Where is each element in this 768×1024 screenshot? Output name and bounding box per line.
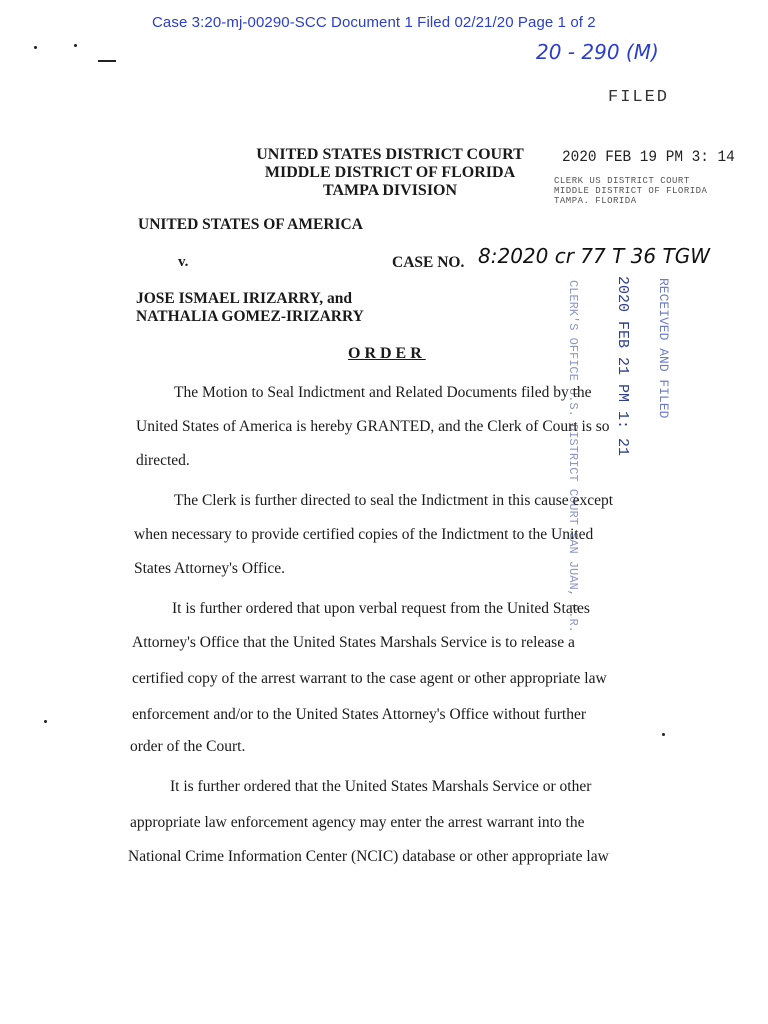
body-line: when necessary to provide certified copies of the Indictment to the United [134,526,594,543]
scan-mark [44,720,47,723]
filed-stamp: FILED [608,88,670,107]
body-line: enforcement and/or to the United States Attorney's Office without further [132,706,587,723]
body-line: Attorney's Office that the United States Marshals Service is to release a [132,634,575,651]
body-line: States Attorney's Office. [134,560,286,577]
handwritten-case-number: 20 - 290 (M) [536,40,659,64]
received-filed-vertical-stamp: RECEIVED AND FILED [656,278,671,419]
body-line: It is further ordered that upon verbal request from the United States [172,600,590,617]
defendant-name: NATHALIA GOMEZ-IRIZARRY [136,308,364,325]
body-line: certified copy of the arrest warrant to the case agent or other appropriate law [132,670,607,687]
clerk-stamp: CLERK US DISTRICT COURT MIDDLE DISTRICT OF FLORIDA TAMPA. FLORIDA [554,176,708,206]
scan-mark [662,733,665,736]
court-division: TAMPA DIVISION [322,182,458,199]
handwritten-case-number-field: 8:2020 cr 77 T 36 TGW [478,244,710,268]
body-line: order of the Court. [130,738,246,755]
date-received-stamp: 2020 FEB 19 PM 3: 14 [562,148,735,166]
body-line: It is further ordered that the United States Marshals Service or other [170,778,592,795]
body-line: appropriate law enforcement agency may enter the arrest warrant into the [130,814,585,831]
body-line: directed. [136,452,190,469]
court-name: UNITED STATES DISTRICT COURT [256,146,524,163]
scan-mark [34,46,37,49]
body-line: United States of America is hereby GRANTED, and the Clerk of Court is so [136,418,610,435]
scan-mark [98,60,116,62]
order-title: ORDER [348,345,426,362]
clerk-office-vertical-stamp: CLERK'S OFFICE U.S. DISTRICT COURT SAN JUAN, P.R. [566,280,580,633]
plaintiff-name: UNITED STATES OF AMERICA [138,216,363,233]
body-line: The Motion to Seal Indictment and Related Documents filed by the [174,384,592,401]
received-date-vertical-stamp: 2020 FEB 21 PM 1: 21 [614,276,631,457]
case-header-stamp: Case 3:20-mj-00290-SCC Document 1 Filed 02/21/20 Page 1 of 2 [152,14,596,31]
body-line: National Crime Information Center (NCIC) database or other appropriate law [128,848,609,865]
case-number-label: CASE NO. [392,254,465,271]
body-line: The Clerk is further directed to seal the Indictment in this cause except [174,492,614,509]
versus-label: v. [178,254,189,270]
defendant-name: JOSE ISMAEL IRIZARRY, and [136,290,352,307]
court-district: MIDDLE DISTRICT OF FLORIDA [264,164,516,181]
scan-mark [74,44,77,47]
